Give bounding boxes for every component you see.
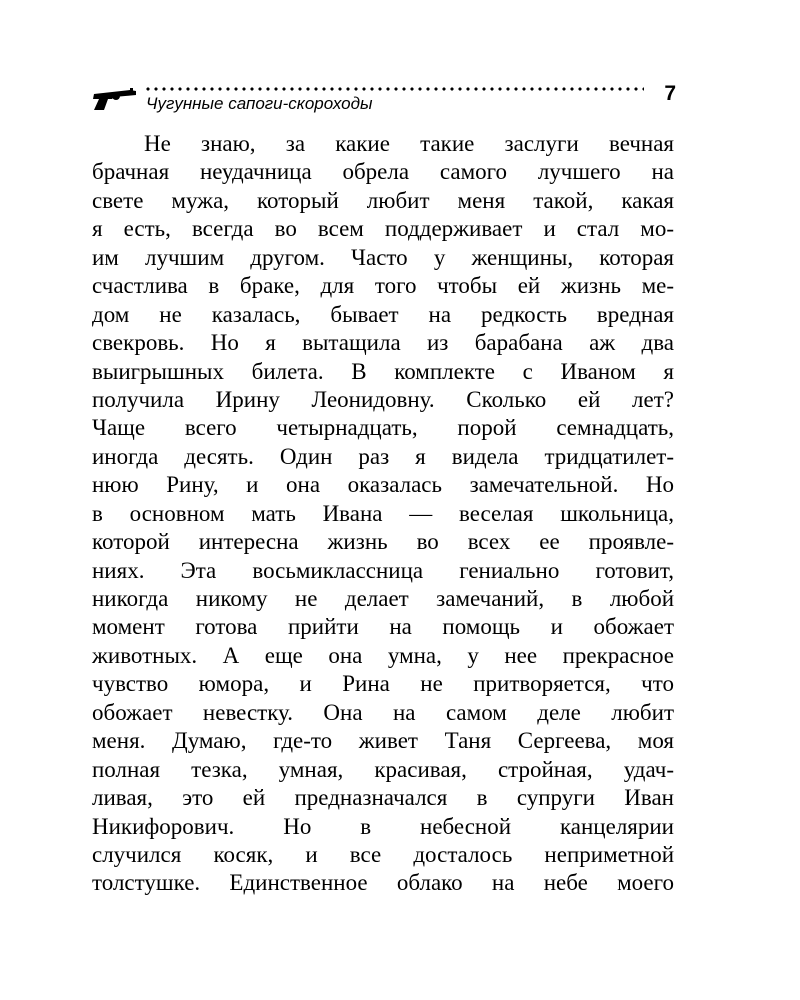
page-number: 7	[664, 82, 676, 105]
text-line: толстушке. Единственное облако на небе моего	[92, 870, 674, 896]
text-line: выигрышных билета. В комплекте с Иваном я	[92, 358, 674, 384]
text-line: случился косяк, и все досталось неприметной	[92, 841, 674, 867]
text-line: меня. Думаю, где-то живет Таня Сергеева, моя	[92, 728, 674, 754]
text-line: Не знаю, за какие такие заслуги вечная	[144, 131, 674, 156]
running-title: Чугунные сапоги-скороходы	[146, 94, 373, 113]
text-line: иногда десять. Один раз я видела тридцатилет-	[92, 443, 674, 469]
text-line: момент готова прийти на помощь и обожает	[92, 614, 674, 640]
text-line: ливая, это ей предназначался в супруги Иван	[92, 785, 674, 811]
text-line: нюю Рину, и она оказалась замечательной. Но	[92, 472, 674, 498]
text-line: чувство юмора, и Рина не притворяется, что	[92, 671, 674, 697]
text-line: обожает невестку. Она на самом деле любит	[92, 699, 674, 725]
text-line: свекровь. Но я вытащила из барабана аж два	[92, 330, 674, 356]
text-line: Никифорович. Но в небесной канцелярии	[92, 813, 674, 839]
text-line: счастлива в браке, для того чтобы ей жизнь ме-	[92, 273, 674, 299]
text-line: свете мужа, который любит меня такой, какая	[92, 187, 674, 213]
text-line: которой интересна жизнь во всех ее проявле-	[92, 529, 674, 555]
revolver-icon	[90, 84, 140, 112]
text-line: никогда никому не делает замечаний, в любой	[92, 586, 674, 611]
text-line: брачная неудачница обрела самого лучшего на	[92, 159, 674, 185]
text-line: Чаще всего четырнадцать, порой семнадцать,	[92, 415, 674, 441]
text-line: получила Ирину Леонидовну. Сколько ей лет?	[92, 386, 674, 412]
text-line: я есть, всегда во всем поддерживает и стал мо-	[92, 216, 674, 242]
text-line: дом не казалась, бывает на редкость вредная	[92, 301, 674, 327]
body-text	[92, 130, 674, 898]
text-line: полная тезка, умная, красивая, стройная, удач-	[92, 756, 674, 782]
text-line: им лучшим другом. Часто у женщины, которая	[92, 244, 674, 270]
text-line: животных. А еще она умна, у нее прекрасное	[92, 642, 674, 668]
text-line: ниях. Эта восьмиклассница гениально готовит,	[92, 557, 674, 583]
header-dotted-rule	[144, 86, 644, 92]
text-line: в основном мать Ивана — веселая школьница,	[92, 500, 674, 526]
page-header	[90, 78, 678, 120]
